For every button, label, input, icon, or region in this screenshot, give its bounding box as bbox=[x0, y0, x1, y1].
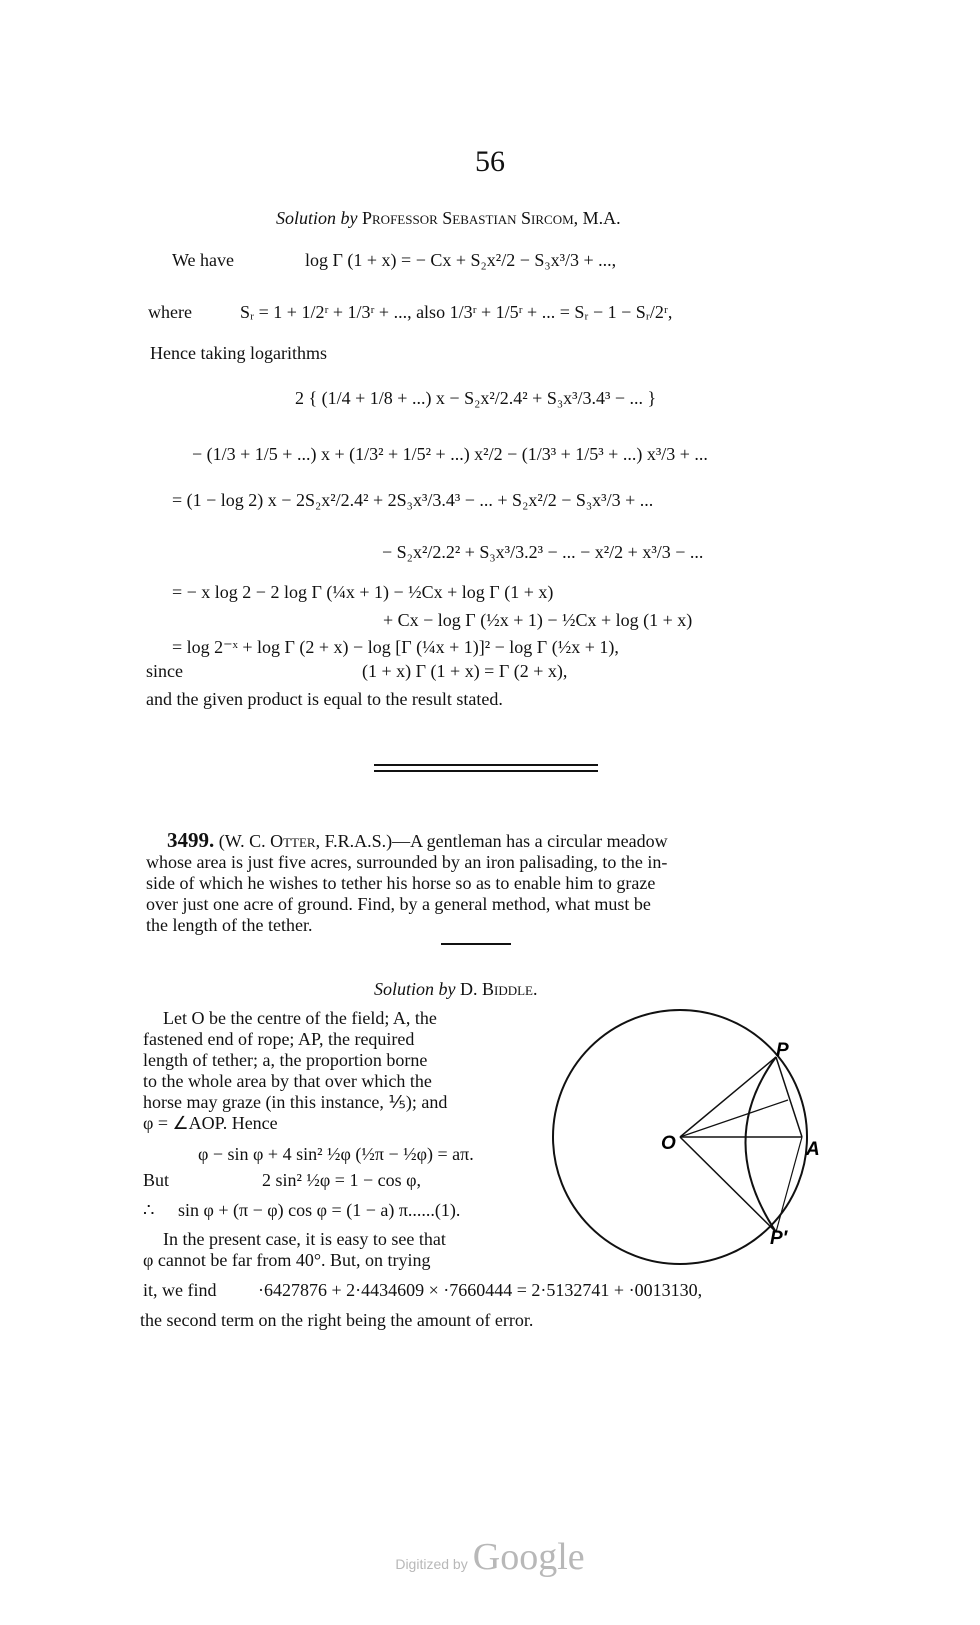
equation-line-f: + Cx − log Γ (½x + 1) − ½Cx + log (1 + x) bbox=[383, 610, 693, 630]
question-number: 3499. bbox=[167, 828, 215, 852]
question-text-line: the length of the tether. bbox=[146, 915, 313, 935]
radius-op-prime bbox=[680, 1137, 776, 1232]
question-3499 bbox=[146, 830, 826, 936]
trial-equation: ·6427876 + 2·4434609 × ·7660444 = 2·5132741 + ·0013130, bbox=[258, 1280, 703, 1300]
equation-line-e: = − x log 2 − 2 log Γ (¼x + 1) − ½Cx + log Γ (1 + x) bbox=[172, 582, 554, 602]
solution2-equation-1: φ − sin φ + 4 sin² ½φ (½π − ½φ) = aπ. bbox=[198, 1144, 474, 1164]
chord-line bbox=[680, 1100, 788, 1137]
solution2-line: to the whole area by that over which the bbox=[143, 1071, 432, 1091]
solution2-heading bbox=[374, 979, 538, 1000]
solution2-line: fastened end of rope; AP, the required bbox=[143, 1029, 415, 1049]
circle-diagram bbox=[540, 1000, 830, 1280]
equation-line-c: = (1 − log 2) x − 2S₂x²/2.4² + 2S₃x³/3.4³ − ... + S₂x²/2 − S₃x³/3 + ... bbox=[172, 490, 654, 510]
solution2-heading-author: D. Biddle. bbox=[460, 979, 538, 999]
question-line-1 bbox=[146, 830, 826, 852]
but-label: But bbox=[143, 1170, 170, 1190]
conclusion-text: and the given product is equal to the result stated. bbox=[146, 689, 503, 709]
equation-log-gamma: log Γ (1 + x) = − Cx + S₂x²/2 − S₃x³/3 + ..., bbox=[305, 250, 617, 270]
label-a: A bbox=[806, 1139, 820, 1160]
label-p-prime: P′ bbox=[770, 1228, 788, 1249]
solution2-line: Let O be the centre of the field; A, the bbox=[163, 1008, 437, 1028]
solution2-line: φ cannot be far from 40°. But, on trying bbox=[143, 1250, 431, 1270]
hence-text: Hence taking logarithms bbox=[150, 343, 327, 363]
question-text-line: over just one acre of ground. Find, by a general method, what must be bbox=[146, 894, 651, 914]
equation-line-a: 2 { (1/4 + 1/8 + ...) x − S₂x²/2.4² + S₃x³/3.4³ − ... } bbox=[295, 388, 657, 408]
divider-short-rule bbox=[441, 943, 511, 945]
solution2-line: In the present case, it is easy to see that bbox=[163, 1229, 446, 1249]
trial-prefix: it, we find bbox=[143, 1280, 217, 1300]
solution2-line: φ = ∠AOP. Hence bbox=[143, 1113, 278, 1133]
solution2-equation-2: 2 sin² ½φ = 1 − cos φ, bbox=[262, 1170, 421, 1190]
solution-heading-author: Professor Sebastian Sircom, M.A. bbox=[362, 208, 621, 228]
equation-line-g: = log 2⁻ˣ + log Γ (2 + x) − log [Γ (¼x + 1)]² − log Γ (½x + 1), bbox=[172, 637, 619, 657]
solution2-equation-3: sin φ + (π − φ) cos φ = (1 − a) π......(1). bbox=[178, 1200, 461, 1220]
equation-line-d: − S₂x²/2.2² + S₃x³/3.2³ − ... − x²/2 + x³/3 − ... bbox=[382, 542, 704, 562]
google-logo: Google bbox=[472, 1536, 585, 1578]
solution-heading bbox=[276, 208, 621, 229]
question-text-line: —A gentleman has a circular meadow bbox=[392, 831, 668, 851]
page-number: 56 bbox=[475, 145, 505, 178]
solution2-heading-prefix: Solution by bbox=[374, 979, 456, 999]
tether-ap bbox=[776, 1057, 802, 1137]
divider-rule-top bbox=[374, 764, 598, 766]
we-have-label: We have bbox=[172, 250, 235, 270]
question-text-line: side of which he wishes to tether his horse so as to enable him to graze bbox=[146, 873, 656, 893]
digitized-by-text: Digitized by bbox=[395, 1556, 468, 1572]
solution2-line: horse may graze (in this instance, ⅕); and bbox=[143, 1092, 448, 1112]
label-o: O bbox=[661, 1133, 676, 1154]
solution2-paragraph bbox=[143, 1008, 533, 1134]
solution2-paragraph-2 bbox=[143, 1229, 533, 1271]
equation-s-r: Sᵣ = 1 + 1/2ʳ + 1/3ʳ + ..., also 1/3ʳ + 1/5ʳ + ... = Sᵣ − 1 − Sᵣ/2ʳ, bbox=[240, 302, 673, 322]
radius-op bbox=[680, 1057, 776, 1137]
therefore-symbol: ∴ bbox=[143, 1200, 155, 1220]
question-author: (W. C. Otter, F.R.A.S.) bbox=[218, 831, 393, 851]
since-label: since bbox=[146, 661, 183, 681]
equation-line-h: (1 + x) Γ (1 + x) = Γ (2 + x), bbox=[362, 661, 568, 681]
solution-heading-prefix: Solution by bbox=[276, 208, 358, 228]
solution2-line: length of tether; a, the proportion borne bbox=[143, 1050, 428, 1070]
question-text-line: whose area is just five acres, surrounded by an iron palisading, to the in- bbox=[146, 852, 668, 872]
label-p: P bbox=[776, 1040, 789, 1061]
divider-rule-bottom bbox=[374, 770, 598, 772]
last-line: the second term on the right being the amount of error. bbox=[140, 1310, 534, 1330]
where-label: where bbox=[148, 302, 192, 322]
digitized-watermark bbox=[0, 1535, 980, 1579]
equation-line-b: − (1/3 + 1/5 + ...) x + (1/3² + 1/5² + ...) x²/2 − (1/3³ + 1/5³ + ...) x³/3 + ... bbox=[192, 444, 708, 464]
